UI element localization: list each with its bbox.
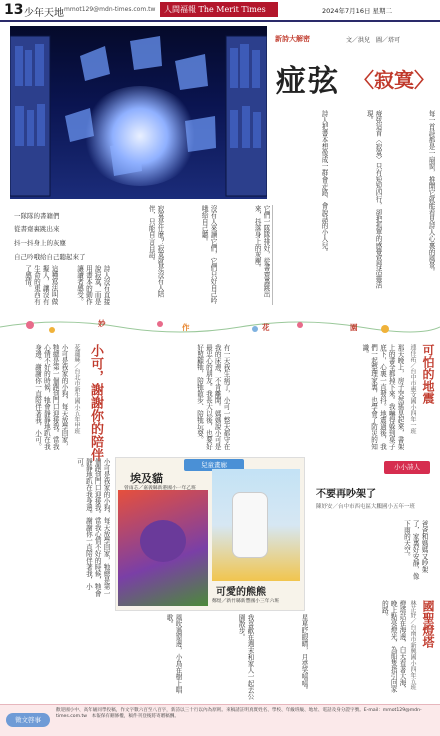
banner-char: 作	[182, 323, 190, 332]
article-column: 詩人把書本想像成一群會走路、會說話的小人兒。	[320, 110, 328, 256]
article-column: 每一首詩都是一扇窗，推開它就能看見詩人心裏的風景。	[427, 110, 435, 275]
footer-label: 徵文啓事	[6, 713, 50, 727]
poem-title: 〈寂寞〉	[354, 68, 434, 92]
section-email: mmot129@mdn-times.com.tw	[64, 6, 156, 13]
cat-drawing	[140, 520, 186, 562]
right-article-author: 連佳祐／台中市惠文國小四年一班	[409, 344, 416, 434]
article-column: 它們一隊隊排好，從書齋裏跳出來，抖落身上的灰塵。	[253, 205, 270, 298]
flower-decoration	[0, 312, 440, 342]
article-column: 痖弦這首〈寂寞〉只有短短四行，卻把孤單的感覺寫得活靈活現。	[365, 110, 382, 289]
lower-column: 風吹過窗邊，小鳥在樹上唱歌。	[165, 614, 182, 694]
short-poem-author: 陳妤安／台中市西屯區大鵬國小五年一班	[316, 504, 416, 510]
lighthouse-author: 林芷妤／台南市新興國小四年五班	[409, 600, 416, 690]
banner-char: 妙	[98, 319, 106, 328]
footer-text: 歡迎國小中、高年級同學投稿，作文字數六百至八百字，新詩以三十行以內為原則。來稿請註明真實姓名、學校、年級班級、地址、電話及身分證字號。E-mail：mmot129@mdn-times.com.tw 本報保有刪修權，稿件刊登後將寄贈稿酬。	[56, 708, 422, 720]
garden-banner	[0, 312, 440, 342]
middle-article-body: 有一天我生病了，小可一整天都守在我的床邊，不肯離開。媽媽說小可是最忠心的朋友。我長大以後，也要好好照顧牠，陪牠散步、陪牠玩耍。	[195, 344, 230, 450]
banner-char: 花	[262, 323, 270, 332]
left-article-body: 小可是我家的小狗，每天放學回家，牠總是第一個跑到門口迎接我。當我心情不好的時候，牠會靜靜地趴在我身邊。謝謝你一直陪伴著我，小可。	[33, 344, 68, 450]
article-column: 沒有人來讀它們，它們只好自己吟哦給自己聽。	[200, 205, 217, 304]
left-article-title: 小可，謝謝你的陪伴	[88, 344, 103, 461]
gallery-banner: 兒童畫廊	[184, 459, 244, 471]
poem-line: 抖一抖身上的灰塵	[14, 239, 66, 247]
short-poem-title: 不要再吵架了	[316, 489, 376, 500]
lighthouse-title: 國聖燈塔	[421, 600, 435, 648]
newspaper-logo: 人間福報 The Merit Times	[160, 2, 278, 17]
art1-title: 埃及貓	[130, 472, 163, 485]
article-column: 詩人沒有直接說寂寞，而是用書本的動作讓讀者感受。	[75, 265, 110, 305]
poet-name: 痖弦	[276, 64, 340, 99]
right-article-body: 那天晚上，房子突然搖晃起來，書架上的書全都掉下來。我嚇得躲到桌子底下，心裏一直發抖。地震過後，我們一起整理家裏，也學會了防災的知識。	[360, 344, 404, 450]
art2-author: 鄭煜／新竹縣新豐國小三年六班	[212, 599, 280, 604]
right-article-title: 可怕的地震	[421, 344, 435, 404]
light-glow	[80, 86, 200, 186]
issue-date: 2024年7月16日 星期二	[322, 7, 393, 15]
art1-author: 曾雨芯／嘉義縣新港國小一年乙班	[124, 486, 196, 491]
lower-column: 我喜歡在週末和家人一起去公園散步。	[237, 614, 254, 700]
left-lower-body: 小可是我家的小狗，每天放學回家，牠總是第一個跑到門口迎接我。當我心情不好的時候，牠會靜靜地趴在我身邊。謝謝你一直陪伴著我，小可。	[75, 458, 110, 597]
poem-line: 自己吟哦給自己聽起來了	[14, 253, 86, 261]
short-poem-body: 爸爸和媽媽又吵架了，家裏好安靜，像下雨的天空。	[402, 520, 428, 580]
section-name: 少年天地	[24, 8, 64, 19]
lighthouse-body: 燈塔站在海邊，白天看著大海，晚上點亮燈光，為船隻指引回家的路。	[380, 600, 406, 693]
byline: 文／洪兒 圖／塔可	[346, 37, 401, 44]
left-article-author: 花蓮縣／台北市新生國小五年甲班	[73, 344, 80, 434]
bookshelf-illustration	[10, 26, 267, 199]
lower-column: 星星眨眼睛，月亮笑嘻嘻。	[300, 614, 308, 694]
poet-tag: 小小詩人	[384, 461, 430, 474]
page-number: 13	[4, 2, 24, 18]
poem-line: 從書齋裏跳出來	[14, 225, 60, 233]
poem-line: 一隊隊的書籍們	[14, 212, 60, 220]
bear-drawing	[232, 492, 268, 558]
banner-char: 園	[350, 323, 358, 332]
art2-title: 可愛的熊熊	[216, 587, 266, 598]
article-column: 寂寞是什麼？寂寞就是沒有人陪伴，只能自言自語。	[147, 205, 164, 298]
article-column: 這種寫法叫做擬人，讓沒有生命的東西有了感情。	[23, 265, 58, 305]
column-divider	[272, 205, 273, 305]
column-badge: 新詩大解密	[275, 35, 310, 43]
